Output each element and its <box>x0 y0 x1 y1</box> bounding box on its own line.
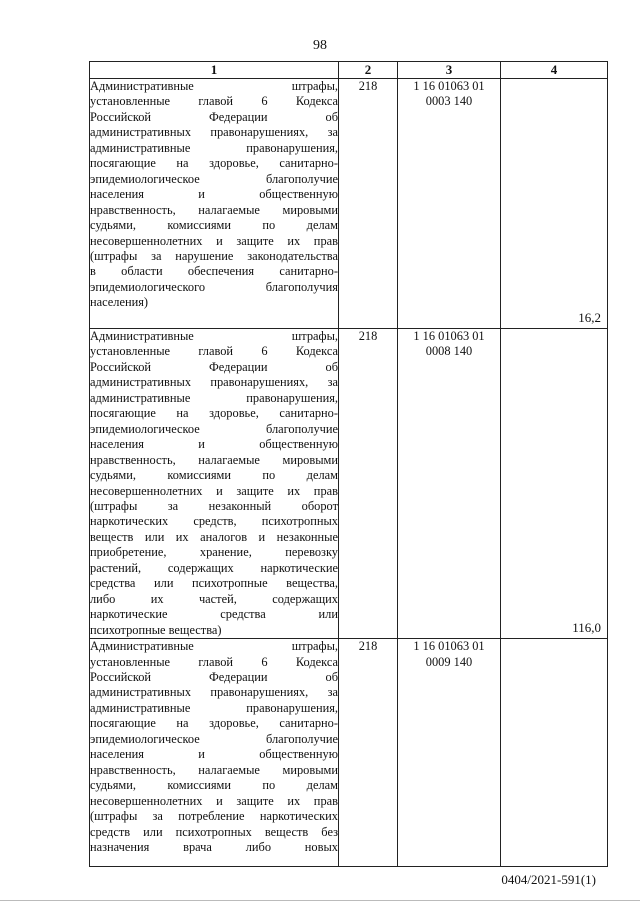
description-line: населения и общественную <box>90 747 338 762</box>
row-amount: 116,0 <box>572 620 601 636</box>
kbk-text: 1 16 01063 01 0003 140 <box>413 79 485 109</box>
row-amount-cell <box>501 639 608 867</box>
description-line: посягающие на здоровье, санитарно- <box>90 716 338 731</box>
row-amount: 16,2 <box>578 310 601 325</box>
table-row <box>90 639 608 867</box>
description-line: средства или психотропные вещества, <box>90 576 338 591</box>
description-line: населения и общественную <box>90 187 338 202</box>
header-row <box>90 62 608 79</box>
description-line: административных правонарушениях, за <box>90 125 338 140</box>
description-line: установленные главой 6 Кодекса <box>90 654 338 669</box>
description-line: либо их частей, содержащих <box>90 591 338 606</box>
description-line: административные правонарушения, <box>90 390 338 405</box>
scan-edge-line <box>0 900 640 901</box>
row-code: 218 <box>339 329 398 639</box>
kbk-text: 1 16 01063 01 0008 140 <box>413 329 485 359</box>
column-header-2: 2 <box>339 62 398 79</box>
description-line: Административные штрафы, <box>90 79 338 93</box>
table-row <box>90 79 608 329</box>
description-line: средств или психотропных веществ без <box>90 824 338 839</box>
column-header-1: 1 <box>90 62 339 79</box>
row-description <box>90 329 339 639</box>
description-line: в области обеспечения санитарно- <box>90 264 338 279</box>
description-line: установленные главой 6 Кодекса <box>90 94 338 109</box>
description-line: Российской Федерации об <box>90 109 338 124</box>
description-line: несовершеннолетних и защите их прав <box>90 233 338 248</box>
description-line: посягающие на здоровье, санитарно- <box>90 406 338 421</box>
document-id: 0404/2021-591(1) <box>501 872 596 887</box>
row-budget-classification-code <box>398 639 501 867</box>
description-line: (штрафы за нарушение законодательства <box>90 248 338 263</box>
description-line: эпидемиологическое благополучие <box>90 421 338 436</box>
row-description <box>90 639 339 867</box>
description-line: административных правонарушениях, за <box>90 375 338 390</box>
description-line: приобретение, хранение, перевозку <box>90 545 338 560</box>
description-line: судьями, комиссиями по делам <box>90 218 338 233</box>
description-line: Российской Федерации об <box>90 359 338 374</box>
kbk-text: 1 16 01063 01 0009 140 <box>413 639 485 669</box>
description-line: наркотические средства или <box>90 607 338 622</box>
description-line: (штрафы за потребление наркотических <box>90 809 338 824</box>
description-line: эпидемиологическое благополучие <box>90 731 338 746</box>
description-line: эпидемиологическое благополучие <box>90 171 338 186</box>
description-line: административных правонарушениях, за <box>90 685 338 700</box>
description-line: нравственность, налагаемые мировыми <box>90 452 338 467</box>
budget-table <box>89 61 608 867</box>
row-amount-cell <box>501 329 608 639</box>
row-amount-cell <box>501 79 608 329</box>
description-line: установленные главой 6 Кодекса <box>90 344 338 359</box>
row-budget-classification-code <box>398 79 501 329</box>
description-line: несовершеннолетних и защите их прав <box>90 483 338 498</box>
description-line: населения и общественную <box>90 437 338 452</box>
description-line: нравственность, налагаемые мировыми <box>90 202 338 217</box>
description-line: судьями, комиссиями по делам <box>90 778 338 793</box>
description-line: веществ или их аналогов и незаконные <box>90 529 338 544</box>
description-line: административные правонарушения, <box>90 700 338 715</box>
description-line: назначения врача либо новых <box>90 839 338 854</box>
column-header-3: 3 <box>398 62 501 79</box>
column-header-4: 4 <box>501 62 608 79</box>
description-line: несовершеннолетних и защите их прав <box>90 793 338 808</box>
description-line: административные правонарушения, <box>90 140 338 155</box>
row-description <box>90 79 339 329</box>
row-code: 218 <box>339 639 398 867</box>
row-budget-classification-code <box>398 329 501 639</box>
description-line: Административные штрафы, <box>90 639 338 654</box>
description-line: психотропные вещества) <box>90 622 222 637</box>
description-line: судьями, комиссиями по делам <box>90 468 338 483</box>
table-row <box>90 329 608 639</box>
description-line: эпидемиологического благополучия <box>90 279 338 294</box>
description-line: наркотических средств, психотропных <box>90 514 338 529</box>
description-line: растений, содержащих наркотические <box>90 560 338 575</box>
description-line: Российской Федерации об <box>90 669 338 684</box>
description-line: Административные штрафы, <box>90 329 338 343</box>
description-line: населения) <box>90 295 149 310</box>
description-line: нравственность, налагаемые мировыми <box>90 762 338 777</box>
description-line: (штрафы за незаконный оборот <box>90 498 338 513</box>
row-code: 218 <box>339 79 398 329</box>
description-line: посягающие на здоровье, санитарно- <box>90 156 338 171</box>
page-number: 98 <box>313 38 327 53</box>
